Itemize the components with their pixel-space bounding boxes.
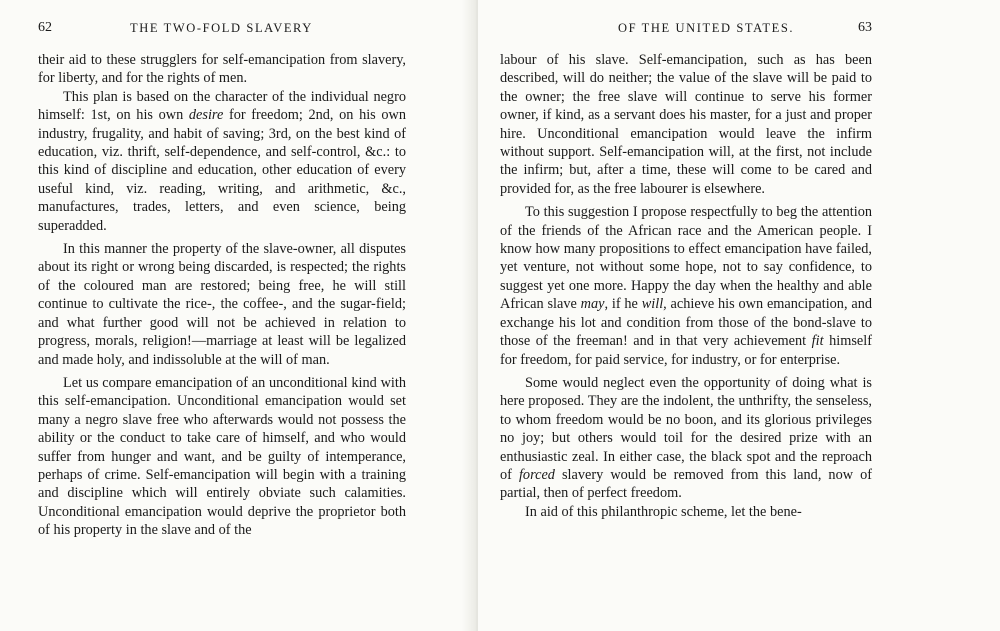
page-number: 62 — [38, 20, 52, 35]
paragraph: their aid to these strugglers for self-emancipation from slavery, for liberty, and for the rights of men. — [38, 52, 406, 87]
emphasis: will — [641, 296, 664, 313]
paragraph: This plan is based on the character of the individual negro himself: 1st, on his own desire for freedom; 2nd, on his own industry, frugality, and habit of saving; 3rd, on the best kind of education, viz. thrift, self-dependence, and self-control, &c.: to this kind of discipline and education, other education of every useful kind, viz. reading, writing, and arithmetic, &c., manufactures, trades, letters, and even science, being superadded. — [38, 88, 407, 234]
paragraph: Some would neglect even the opportunity of doing what is here proposed. They are the indolent, the unthrifty, the senseless, to whom freedom would be no boon, and its glorious privileges no joy; but others would toil for the desired prize with an enthusiastic zeal. In either case, the black spot and the reproach of forced slavery would be removed from this land, now of partial, then of perfect freedom. — [500, 374, 873, 502]
right-text-column — [500, 51, 872, 521]
emphasis: may — [580, 296, 605, 313]
paragraph: In this manner the property of the slave-owner, all disputes about its right or wrong being discarded, is respected; the rights of the coloured man are restored; being free, he will still continue to cultivate the rice-, the coffee-, and the sugar-field; and what further good will not be achieved in relation to progress, morals, religion!—marriage at least will be legalized and made holy, and indissoluble at the will of man. — [38, 241, 406, 368]
left-page-header — [38, 20, 406, 40]
paragraph: Let us compare emancipation of an unconditional kind with this self-emancipation. Unconditional emancipation would set many a negro slave free who afterwards would not possess the ability or the conduct to take care of himself, and who would suffer from hunger and want, and be guilty of intemperance, perhaps of crime. Self-emancipation will begin with a training and discipline which will entirely obviate such calamities. Unconditional emancipation would deprive the proprietor both of his property in the slave and of the — [38, 374, 406, 539]
running-head: OF THE UNITED STATES. — [618, 21, 795, 35]
paragraph: labour of his slave. Self-emancipation, such as has been described, will do neither; the value of the slave will be paid to the owner; the free slave will continue to serve his former owner, if kind, as a servant does his master, for a just and proper hire. Unconditional emancipation would leave the infirm without support. Self-emancipation will, at the first, not include the infirm; but, after a time, these will come to be cared and provided for, as the free labourer is elsewhere. — [500, 52, 872, 197]
paragraph: In aid of this philanthropic scheme, let the bene- — [525, 503, 802, 520]
left-text-column — [38, 51, 406, 540]
left-page — [0, 0, 470, 631]
emphasis: forced — [518, 466, 555, 483]
running-head: THE TWO-FOLD SLAVERY — [130, 21, 313, 35]
paragraph: To this suggestion I propose respectfully to beg the attention of the friends of the African race and the American people. I know how many propositions to effect emancipation have failed, yet venture, not without some hope, not to say confidence, to suggest yet one more. Happy the day when the healthy and able African slave may, if he will, achieve his own emancipation, and exchange his lot and condition from those of the bond-slave to those of the freeman! and in that very achievement fit himself for freedom, for paid service, for industry, or for enterprise. — [500, 204, 872, 368]
right-page — [478, 0, 1000, 631]
right-page-header — [500, 20, 872, 40]
emphasis: fit — [811, 333, 824, 350]
emphasis: desire — [188, 107, 224, 124]
page-number: 63 — [858, 20, 872, 35]
